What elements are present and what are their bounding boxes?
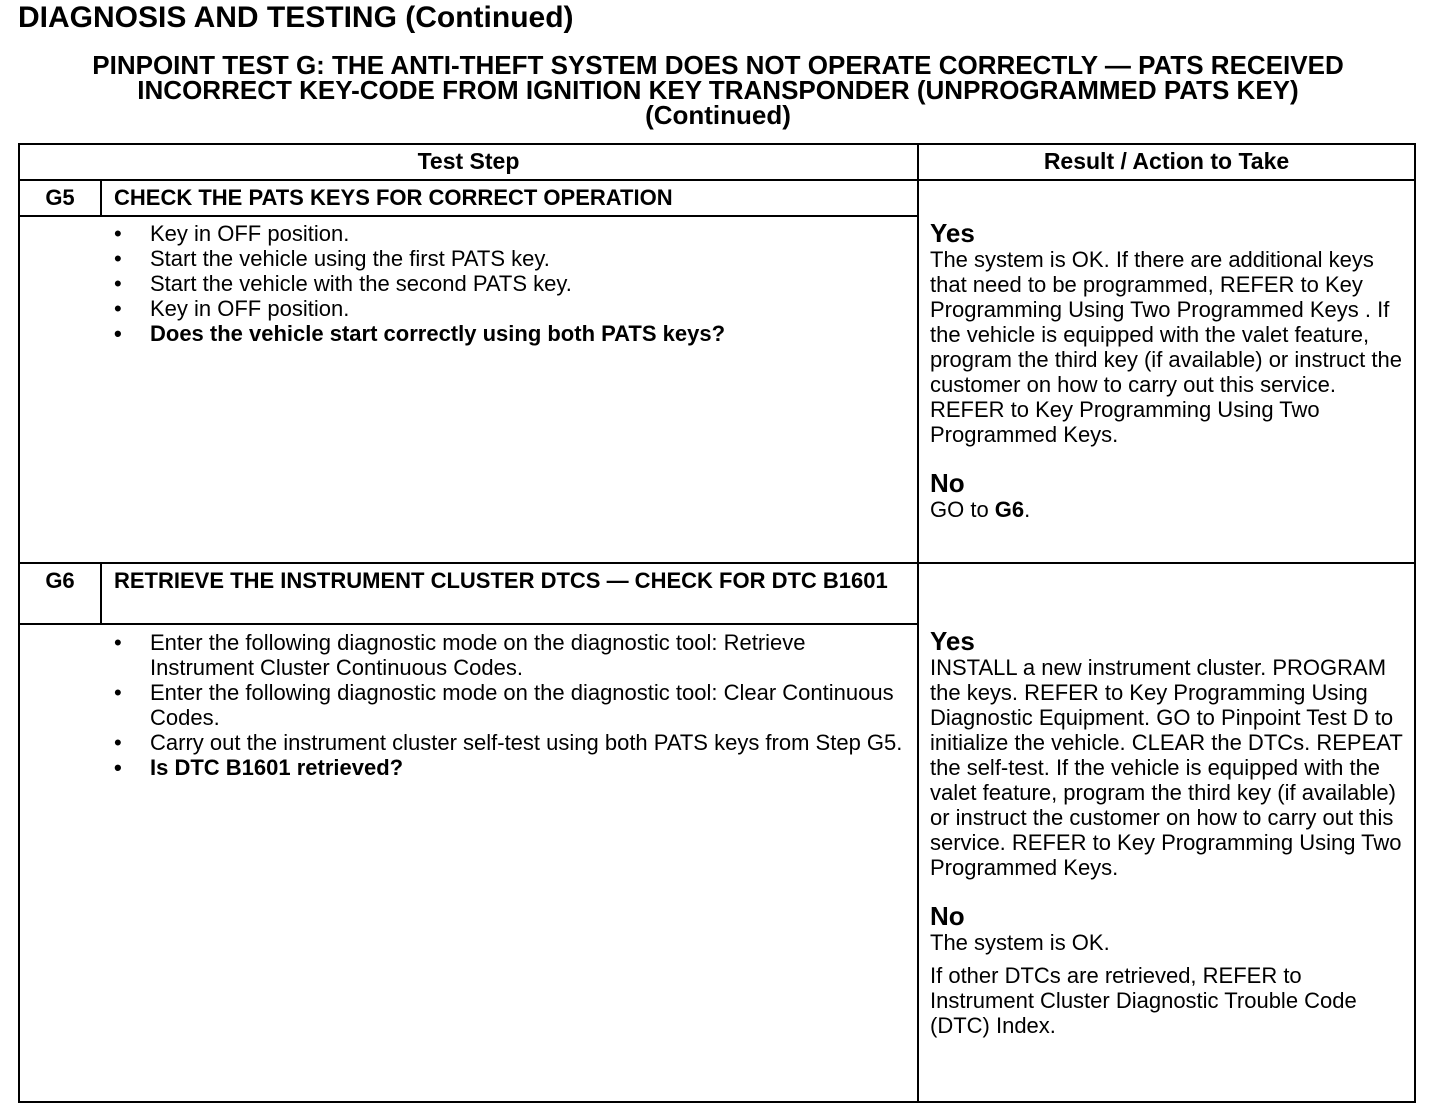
list-item: • Key in OFF position.	[114, 296, 350, 321]
g5-title-divider	[20, 215, 917, 217]
yes-action: INSTALL a new instrument cluster. PROGRAM the keys. REFER to Key Programming Using Diagnostic Equipment. GO to Pinpoint Test D to initialize the vehicle. CLEAR the DTCs. REPEAT the self-test. If the vehicle is equipped with the valet feature, program the third key (if available) or instruct the customer on how to carry out this service. REFER to Key Programming Using Two Programmed Keys.	[930, 655, 1403, 880]
step-title-g6: RETRIEVE THE INSTRUMENT CLUSTER DTCS — CHECK FOR DTC B1601	[114, 568, 888, 593]
bullet-icon: •	[114, 755, 122, 780]
bullet-icon: •	[114, 730, 122, 755]
header-test-step: Test Step	[417, 148, 520, 174]
list-item: • Enter the following diagnostic mode on the diagnostic tool: Clear Continuous Codes.	[114, 680, 894, 730]
yes-label: Yes	[930, 218, 975, 248]
bullet-icon: •	[114, 321, 122, 346]
page-title: DIAGNOSIS AND TESTING (Continued)	[18, 1, 574, 34]
result-g5	[930, 219, 1410, 522]
heading-line-3: (Continued)	[645, 100, 791, 130]
header-divider	[20, 179, 1414, 181]
pinpoint-test-heading	[18, 50, 1418, 130]
step-title-g5: CHECK THE PATS KEYS FOR CORRECT OPERATION	[114, 185, 673, 210]
bullet-icon: •	[114, 630, 122, 655]
column-divider	[917, 145, 919, 1101]
no-action-note: If other DTCs are retrieved, REFER to Instrument Cluster Diagnostic Trouble Code (DTC) Index.	[930, 963, 1357, 1038]
yes-action: The system is OK. If there are additional keys that need to be programmed, REFER to Key Programming Using Two Programmed Keys . If the vehicle is equipped with the valet feature, program the third key (if available) or instruct the customer on how to carry out this service. REFER to Key Programming Using Two Programmed Keys.	[930, 247, 1402, 447]
step-id-g6: G6	[45, 568, 75, 593]
heading-line-2: INCORRECT KEY-CODE FROM IGNITION KEY TRANSPONDER (UNPROGRAMMED PATS KEY)	[137, 75, 1299, 105]
no-label: No	[930, 901, 965, 931]
heading-line-1: PINPOINT TEST G: THE ANTI-THEFT SYSTEM DOES NOT OPERATE CORRECTLY — PATS RECEIVED	[92, 50, 1344, 80]
step-g5-instructions	[114, 221, 904, 346]
pinpoint-test-table	[18, 143, 1416, 1103]
step-g6-instructions	[114, 630, 904, 780]
list-item: • Start the vehicle using the first PATS key.	[114, 246, 550, 271]
list-item: • Key in OFF position.	[114, 221, 350, 246]
no-action: GO to G6.	[930, 497, 1031, 522]
row-separator	[20, 562, 1414, 564]
g6-title-divider	[20, 623, 917, 625]
bullet-icon: •	[114, 680, 122, 705]
step-question: • Does the vehicle start correctly using both PATS keys?	[114, 321, 726, 346]
bullet-icon: •	[114, 246, 122, 271]
bullet-icon: •	[114, 271, 122, 296]
goto-step-link[interactable]: G6	[994, 497, 1025, 522]
result-g6	[930, 627, 1410, 1038]
g6-id-divider	[100, 564, 102, 623]
list-item: • Enter the following diagnostic mode on the diagnostic tool: Retrieve Instrument Cluster Continuous Codes.	[114, 630, 806, 680]
bullet-icon: •	[114, 296, 122, 321]
list-item: • Carry out the instrument cluster self-test using both PATS keys from Step G5.	[114, 730, 903, 755]
bullet-icon: •	[114, 221, 122, 246]
no-label: No	[930, 468, 965, 498]
yes-label: Yes	[930, 626, 975, 656]
header-result: Result / Action to Take	[1043, 148, 1290, 174]
step-question: • Is DTC B1601 retrieved?	[114, 755, 404, 780]
step-id-g5: G5	[45, 185, 75, 210]
no-action: The system is OK.	[930, 930, 1110, 955]
g5-id-divider	[100, 181, 102, 215]
list-item: • Start the vehicle with the second PATS key.	[114, 271, 572, 296]
